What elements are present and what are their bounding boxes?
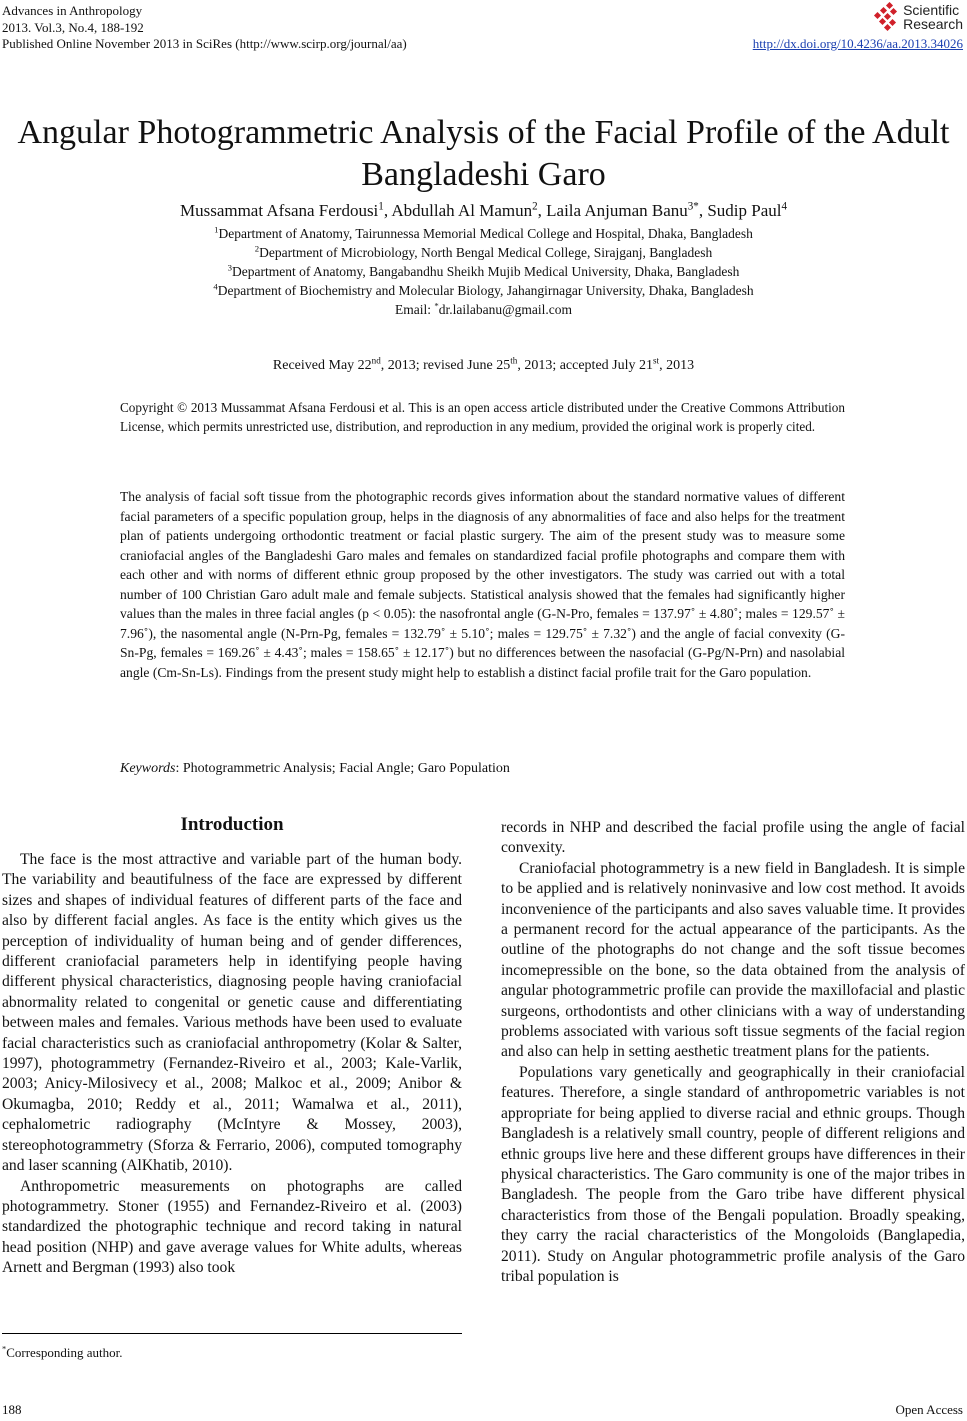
body-paragraph: Craniofacial photogrammetry is a new field in Bangladesh. It is simple to be applied and is relatively noninvasive and low cost method. It avoids inconvenience of the participants and also saves valuable time. It provides a permanent record for the actual appearance of the participants. As the outline of the photographs do not change and the soft tissue becomes incomepressible on the bone, so the data obtained from the analysis of angular photogrammetric profile can provide the maxillofacial and plastic surgeons, orthodontists and other clinicians with a way of understanding problems associated with various soft tissue segments of the facial region and also can help in setting aesthetic treatment plans for the patients.	[501, 859, 965, 1061]
aff-sup: 4	[213, 281, 218, 292]
author-sup: 1	[378, 200, 384, 213]
aff-text: Department of Anatomy, Tairunnessa Memorial Medical College and Hospital, Dhaka, Bangladesh	[218, 226, 753, 241]
aff-sup: 3	[227, 262, 232, 273]
keywords	[120, 761, 510, 777]
date-sup: st	[653, 355, 660, 366]
body-paragraph: records in NHP and described the facial profile using the angle of facial convexity.	[501, 819, 965, 857]
open-access-label: Open Access	[895, 1402, 963, 1417]
paper-title: Angular Photogrammetric Analysis of the Facial Profile of the Adult Bangladeshi Garo	[17, 114, 950, 193]
date-text: , 2013; revised June 25	[380, 358, 511, 373]
date-sup: th	[510, 355, 518, 366]
author-sup: 2	[532, 200, 538, 213]
affiliation	[0, 281, 967, 300]
date-text: Received May 22	[272, 358, 372, 373]
abstract: The analysis of facial soft tissue from the photographic records gives information about the standard normative values of different facial parameters of a specific population group, helps in the diagnosis of any abnormalities of face and also helps for the treatment plan of patients undergoing orthodontic treatment or facial plastic surgery. The aim of the present study was to measure some craniofacial angles of the Bangladeshi Garo males and females on standardized facial profile photographs and compare them with each other and with norms of different ethnic group proposed by the other investigators. The study was carried out with a total number of 100 Christian Garo adult male and female subjects. Statistical analysis showed that the females had significantly higher values than the males in three facial angles (p < 0.05): the nasofrontal angle (G-N-Pro, females = 137.97˚ ± 4.80˚; males = 129.57˚ ± 7.96˚), the nasomental angle (N-Prn-Pg, females = 132.79˚ ± 5.10˚; males = 129.75˚ ± 7.32˚) and the angle of facial convexity (G-Sn-Pg, females = 169.26˚ ± 4.43˚; males = 158.65˚ ± 12.17˚) but no differences between the nasofacial (G-Pg/N-Prn) and nasolabial angle (Cm-Sn-Ls). Findings from the present study might help to establish a distinct facial profile trait for the Garo population.	[120, 489, 845, 680]
right-column	[501, 818, 965, 1287]
email	[0, 300, 967, 319]
received-dates	[0, 355, 967, 374]
body-paragraph: Populations vary genetically and geographically in their craniofacial features. Therefore, a single standard of anthropometric variables is not appropriate for being applied to diverse racial and ethnic groups. Though Bangladesh is a relatively small country, people of different religions and ethnic groups live here and these different groups have differences in their physical characteristics. The Garo community is one of the major tribes in Bangladesh. The people from the Garo tribe have different physical characteristics from those of the Bengali population. Broadly speaking, they carry the racial characteristics of the Mongoloids (Banglapedia, 2011). Study on Angular photogrammetric profile analysis of the Garo tribal population is	[501, 1063, 965, 1285]
author-name: Laila Anjuman Banu	[546, 201, 688, 220]
logo-text-line2: Research	[903, 16, 963, 32]
left-column	[2, 850, 462, 1279]
affiliation	[0, 224, 967, 243]
email-address[interactable]: dr.lailabanu@gmail.com	[438, 302, 572, 317]
author-sup: 3*	[687, 200, 699, 213]
aff-sup: 1	[214, 224, 219, 235]
footnote-divider	[2, 1333, 462, 1334]
diamond-logo-icon	[869, 2, 899, 32]
section-heading-introduction: Introduction	[180, 814, 284, 835]
doi-link[interactable]: http://dx.doi.org/10.4236/aa.2013.34026	[752, 36, 963, 51]
author-name: Mussammat Afsana Ferdousi	[179, 201, 379, 220]
page-number: 188	[2, 1402, 22, 1417]
date-text: , 2013; accepted July 21	[517, 358, 653, 373]
publication-info: Published Online November 2013 in SciRes (http://www.scirp.org/journal/aa)	[2, 36, 407, 51]
scientific-research-logo	[869, 2, 963, 32]
aff-text: Department of Microbiology, North Bengal Medical College, Sirajganj, Bangladesh	[259, 245, 713, 260]
footnote-text: Corresponding author.	[6, 1345, 123, 1360]
affiliation	[0, 262, 967, 281]
author-sup: 4	[781, 200, 788, 213]
email-label: Email:	[395, 302, 435, 317]
footnote	[2, 1345, 122, 1361]
aff-text: Department of Anatomy, Bangabandhu Sheikh Mujib Medical University, Dhaka, Bangladesh	[232, 264, 740, 279]
author-list: Mussammat Afsana Ferdousi$^1$, Abdullah Al Mamun$^2$, Laila Anjuman Banu$^{3*}$, Sudip Paul$^4$	[179, 200, 788, 220]
affiliations	[0, 224, 967, 319]
journal-volume: 2013. Vol.3, No.4, 188-192	[2, 19, 144, 35]
aff-sup: 2	[254, 243, 260, 254]
journal-name: Advances in Anthropology	[2, 3, 143, 18]
date-text: , 2013	[659, 358, 695, 373]
date-sup: nd	[371, 355, 381, 366]
keywords-label: Keywords	[120, 761, 176, 776]
author-name: Abdullah Al Mamun	[391, 201, 533, 220]
aff-text: Department of Biochemistry and Molecular Biology, Jahangirnagar University, Dhaka, Bangladesh	[217, 283, 754, 298]
copyright-notice: Copyright © 2013 Mussammat Afsana Ferdousi et al. This is an open access article distributed under the Creative Commons Attribution License, which permits unrestricted use, distribution, and reproduction in any medium, provided the original work is properly cited.	[120, 400, 845, 434]
email-sup: *	[434, 300, 439, 311]
keywords-text: : Photogrammetric Analysis; Facial Angle; Garo Population	[175, 761, 510, 776]
journal-header	[2, 3, 407, 53]
author-block	[0, 200, 967, 319]
logo-text-line1: Scientific	[903, 2, 960, 18]
body-paragraph: The face is the most attractive and variable part of the human body. The variability and beautifulness of the face are expressed by different sizes and shapes of individual features of different parts of the face and also by different facial angles. As face is the entity which gives us the perception of individuality of human being and of gender differences, different craniofacial parameters help in identifying people having different physical characteristics, diagnosing people having craniofacial abnormality related to congenital or genetic cause and differentiating between males and females. Various methods have been used to evaluate facial characteristics such as craniofacial anthropometry (Kolar & Salter, 1997), photogrammetry (Fernandez-Riveiro et al., 2003; Kale-Varlik, 2003; Anicy-Milosivecy et al., 2008; Malkoc et al., 2009; Anibor & Okumagba, 2010; Reddy et al., 2011; Wamalwa et al., 2011), cephalometric radiography (McIntyre & Mossey, 2003), stereophotogrammetry (Sforza & Ferrario, 2006), computed tomography and laser scanning (AlKhatib, 2010).	[2, 851, 462, 1175]
body-paragraph: Anthropometric measurements on photographs are called photogrammetry. Stoner (1955) and Fernandez-Riveiro et al. (2003) standardized the photographic technique and record taking in natural head position (NHP) and gave average values for White adults, whereas Arnett and Bergman (1993) also took	[2, 1177, 462, 1277]
affiliation	[0, 243, 967, 262]
author-name: Sudip Paul	[707, 201, 782, 220]
footnote-sup: *	[2, 1343, 7, 1354]
